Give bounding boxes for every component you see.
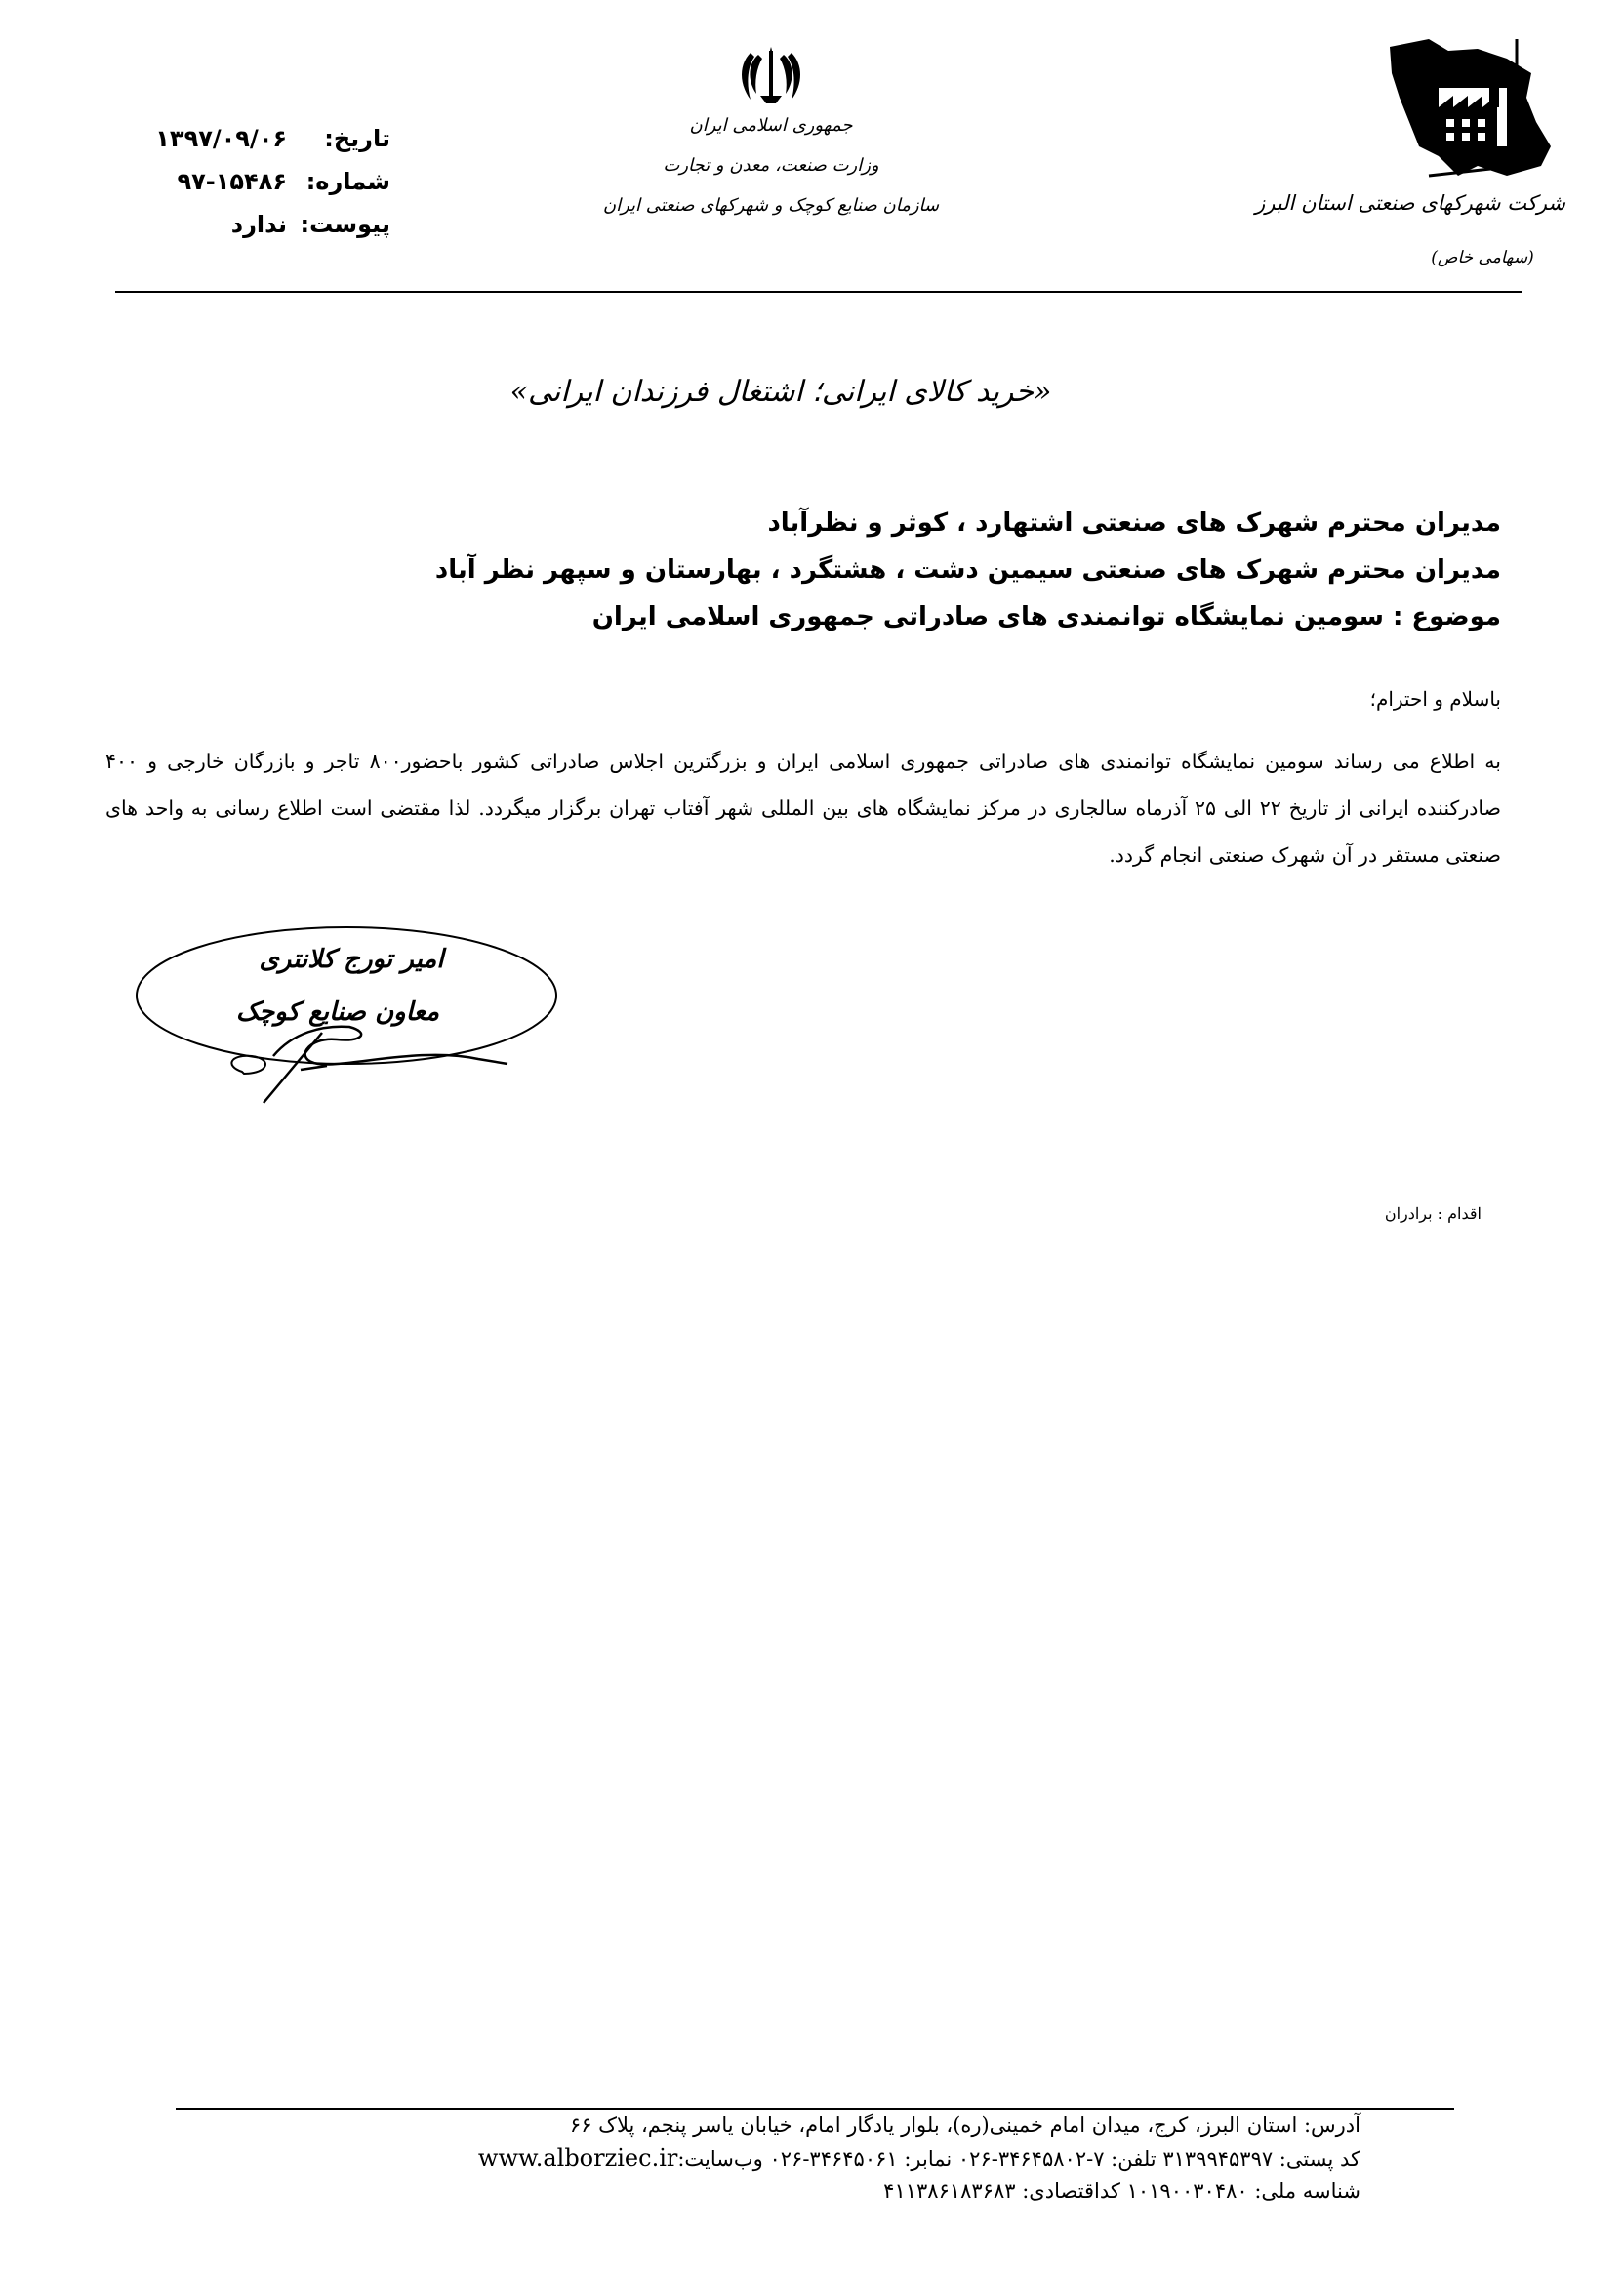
- footer-address: آدرس: استان البرز، کرج، میدان امام خمینی(ره)، بلوار یادگار امام، خیابان یاسر پنجم، پلاک ۶۶: [569, 2113, 1360, 2137]
- signatory-title: معاون صنایع کوچک: [235, 998, 440, 1027]
- signatory-name: امیر تورج کلانتری: [259, 945, 444, 974]
- letter-meta: [137, 117, 390, 246]
- gov-line-republic: جمهوری اسلامی ایران: [689, 115, 853, 136]
- company-header: [1255, 29, 1565, 283]
- slogan: «خرید کالای ایرانی؛ اشتغال فرزندان ایرانی»: [509, 375, 1052, 409]
- gov-line-ministry: وزارت صنعت، معدن و تجارت: [663, 155, 879, 176]
- footer-website-link[interactable]: www.alborziec.ir: [477, 2144, 678, 2172]
- footer-ids: شناسه ملی: ۱۰۱۹۰۰۳۰۴۸۰ کداقتصادی: ۴۱۱۳۸۶۱۸۳۶۸۳: [883, 2179, 1360, 2203]
- footer: [141, 2108, 1360, 2208]
- attachment-label: پیوست:: [300, 211, 390, 238]
- gov-line-organization: سازمان صنایع کوچک و شهرکهای صنعتی ایران: [602, 195, 940, 216]
- number-value: ۹۷-۱۵۴۸۶: [177, 168, 287, 195]
- government-header: [586, 43, 956, 216]
- attachment-row: [137, 203, 390, 246]
- action-note: اقدام : برادران: [1384, 1204, 1482, 1223]
- footer-contact-row: [141, 2141, 1360, 2175]
- subject-line: موضوع : سومین نمایشگاه توانمندی های صادراتی جمهوری اسلامی ایران: [591, 602, 1501, 631]
- signature-stamp: [127, 917, 566, 1142]
- recipient-line-2: مدیران محترم شهرک های صنعتی سیمین دشت ، هشتگرد ، بهارستان و سپهر نظر آباد: [434, 555, 1501, 585]
- attachment-value: ندارد: [230, 211, 287, 238]
- iran-emblem-icon: [737, 43, 805, 105]
- recipient-line-1: مدیران محترم شهرک های صنعتی اشتهارد ، کوثر و نظرآباد: [767, 509, 1501, 538]
- recipients-block: [434, 500, 1501, 640]
- greeting: باسلام و احترام؛: [1369, 687, 1501, 711]
- company-type: (سهامی خاص): [1431, 248, 1534, 267]
- date-value: ۱۳۹۷/۰۹/۰۶: [155, 125, 287, 152]
- header-divider: [115, 291, 1522, 293]
- company-name: شرکت شهرکهای صنعتی استان البرز: [1255, 191, 1565, 215]
- date-label: تاریخ:: [324, 125, 390, 152]
- company-logo-icon: [1370, 29, 1565, 195]
- footer-contact: کد پستی: ۳۱۳۹۹۴۵۳۹۷ تلفن: ۷-۳۴۶۴۵۸۰۲-۰۲۶ نمابر: ۳۴۶۴۵۰۶۱-۰۲۶ وب‌سایت:: [677, 2147, 1360, 2171]
- date-row: [137, 117, 390, 160]
- number-label: شماره:: [305, 168, 390, 195]
- number-row: [137, 160, 390, 203]
- letter-body: به اطلاع می رساند سومین نمایشگاه توانمندی های صادراتی جمهوری اسلامی ایران و بزرگترین اجلاس صادراتی کشور باحضور۸۰۰ تاجر و بازرگان خارجی و ۴۰۰ صادرکننده ایرانی از تاریخ ۲۲ الی ۲۵ آذرماه سالجاری در مرکز نمایشگاه های بین المللی شهر آفتاب تهران برگزار میگردد. لذا مقتضی است اطلاع رسانی به واحد های صنعتی مستقر در آن شهرک صنعتی انجام گردد.: [105, 750, 1501, 867]
